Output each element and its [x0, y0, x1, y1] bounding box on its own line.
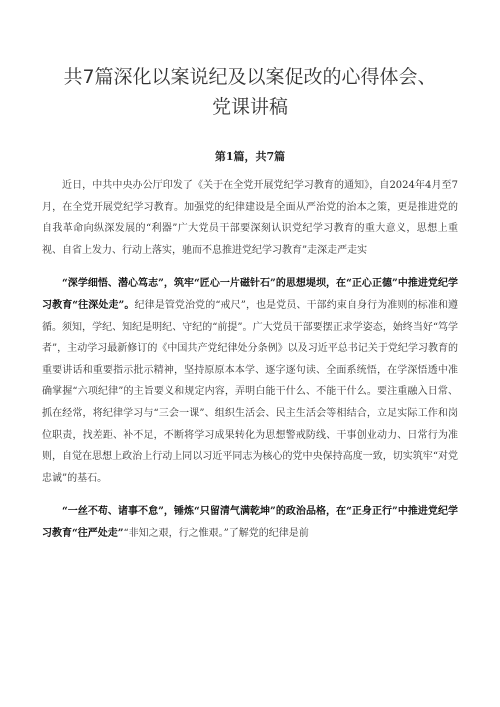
paragraph-body: “非知之艰，行之惟艰。”了解党的纪律是前: [123, 527, 309, 539]
paragraph-intro: [42, 175, 458, 261]
section-heading: 第1篇，共7篇: [214, 150, 286, 163]
paragraph-body: 近日，中共中央办公厅印发了《关于在全党开展党纪学习教育的通知》，自2024年4月至7月，在全党开展党纪学习教育。加强党的纪律建设是全面从严治党的治本之策，更是推进党的自我革命向纵深发展的“利器”广大党员干部要深刻认识党纪学习教育的重大意义，思想上重视、自省上发力、行动上落实，驰而不息推进党纪学习教育”走深走严走实: [42, 180, 458, 256]
paragraph-lead: “深学细悟、潜心笃志”，筑牢“匠心一片磁针石”的思想堤坝，在“正心正德”中推进党纪学习教育“往深处走”。: [42, 278, 458, 311]
paragraph-lead: “一丝不苟、诸事不怠”，锤炼“只留清气满乾坤”的政治品格，在“正身正行”中推进党纪学习教育“往严处走”: [42, 506, 458, 539]
paragraph-study: [42, 273, 458, 489]
paragraph-body: 纪律是管党治党的“戒尺”，也是党员、干部约束自身行为准则的标准和遵循。须知，学纪、知纪是明纪、守纪的“前提”。广大党员干部要摆正求学姿态，始终当好“笃学者”，主动学习最新修订的《中国共产党纪律处分条例》以及习近平总书记关于党纪学习教育的重要讲话和重要指示批示精神，坚持原原本本学、逐字逐句读、全面系统悟，在学深悟透中准确掌握“六项纪律”的主旨要义和规定内容，弄明白能干什么、不能干什么。要注重融入日常、抓在经常，将纪律学习与“三会一课”、组织生活会、民主生活会等相结合，立足实际工作和岗位职责，找差距、补不足，不断将学习成果转化为思想警戒防线、干事创业动力、日常行为准则，自觉在思想上政治上行动上同以习近平同志为核心的党中央保持高度一致，切实筑牢“对党忠诚”的基石。: [42, 299, 458, 484]
document-title: 共7篇深化以案说纪及以案促改的心得体会、党课讲稿: [63, 66, 437, 118]
paragraph-practice: [42, 501, 458, 544]
